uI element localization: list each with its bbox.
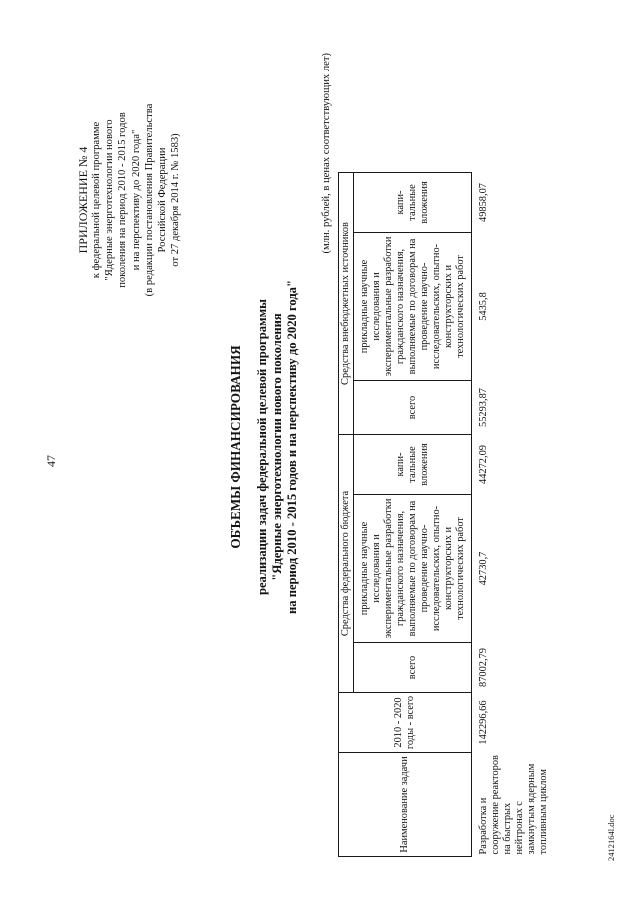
appendix-block [76,55,182,345]
header-extra-rnd: прикладные научные исследования и экспериментальные разработки гражданского назначения, выполняемые по договорам на проведение научно-исследовательских, опытно-конструкторских и технологических работ [354,232,472,380]
page-number: 47 [44,455,58,467]
row-total: 142296,66 [478,700,489,745]
row-extra-all: 55293,87 [478,388,489,427]
appendix-line: "Ядерные энерготехнологии нового [104,119,116,281]
header-federal-capital: капи-тальные вложения [354,434,472,494]
appendix-line: (в редакции постановления Правительства [143,103,155,297]
footer-filename: 2412164l.doc [606,814,616,861]
title-line: "Ядерные энерготехнологии нового поколения [270,313,284,581]
title-main: ОБЪЕМЫ ФИНАНСИРОВАНИЯ [228,345,243,549]
row-extra-rnd: 5435,8 [478,292,489,321]
header-task: Наименование задачи [339,753,472,857]
appendix-line: от 27 декабря 2014 г. № 1583) [170,133,182,267]
header-spacer [339,48,472,172]
row-federal-rnd: 42730,7 [478,551,489,586]
appendix-line: к федеральной целевой программе [91,121,102,279]
appendix-line: Российской Федерации [157,147,169,253]
row-extra-capital: 49858,07 [478,183,489,222]
row-federal-capital: 44272,09 [478,445,489,484]
appendix-heading: ПРИЛОЖЕНИЕ № 4 [76,146,90,254]
header-total: 2010 - 2020 годы - всего [339,693,472,753]
header-federal-all: всего [354,643,472,693]
appendix-line: и на перспективу до 2020 года" [130,129,142,271]
appendix-line: поколения на период 2010 - 2015 годов [117,112,129,288]
header-extra-budget: Средства внебюджетных источников [339,172,354,434]
row-spacer [472,48,551,172]
units-note: (млн. рублей, в ценах соответствующих лет) [321,53,332,254]
title-line: реализации задач федеральной целевой программы [255,298,269,596]
row-task: Разработка и сооружение реакторов на быстрых нейтронах с замкнутым ядерным топливным циклом [478,755,549,855]
title-line: на период 2010 - 2015 годов и на перспективу до 2020 года" [285,280,299,614]
header-federal-rnd: прикладные научные исследования и экспериментальные разработки гражданского назначения, выполняемые по договорам на проведение научно-исследовательских, опытно-конструкторских и технологических работ [354,495,472,643]
document-title [228,197,300,697]
header-federal-budget: Средства федерального бюджета [339,434,354,692]
financing-table [338,48,550,857]
header-extra-all: всего [354,380,472,434]
header-extra-capital: капи-тальные вложения [354,172,472,232]
row-federal-all: 87002,79 [478,648,489,687]
table-row [472,48,551,856]
